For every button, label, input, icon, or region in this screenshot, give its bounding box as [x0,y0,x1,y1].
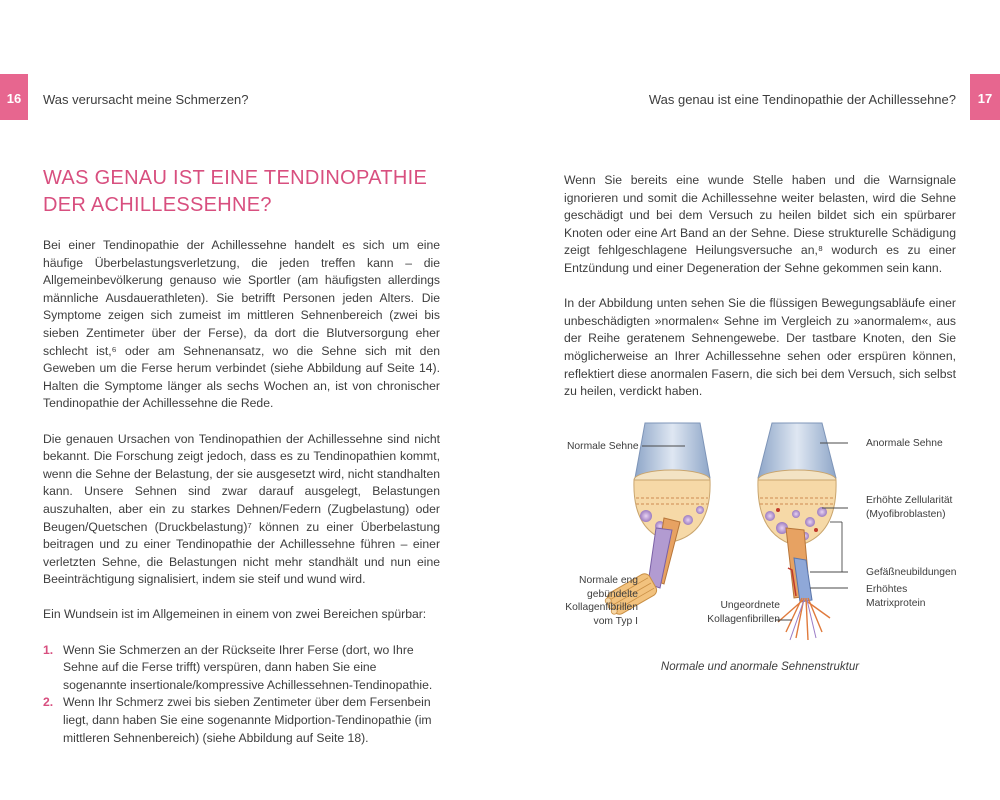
paragraph: Die genauen Ursachen von Tendinopathien der Achillessehne sind nicht bekannt. Die Forschung zeigt jedoch, dass es zu Tendinopathien kommt, wenn die Sehne der Belastung, der sie ausgesetzt wird, nicht standhalten kann. Unsere Sehnen sind zwar darauf ausgelegt, Belastungen auszuhalten, aber ein zu starkes Dehnen/Federn (Zugbelastung) oder Beugen/Quetschen (Druckbelastung)⁷ können zu einer Überbelastung beitragen und zu einer Tendinopathie der Achillessehne führen – einer verletzten Sehne, die Belastungen nicht mehr standhält und nun eine Beeinträchtigung signalisiert, indem sie steif und wund wird. [43,431,440,587]
page-number-left: 16 [6,91,22,106]
paragraph: Ein Wundsein ist im Allgemeinen in einem von zwei Bereichen spürbar: [43,607,427,622]
label-neovascularization: Gefäßneubildungen [866,567,957,578]
tendon-structure-figure [560,418,960,643]
page-number-tab-left [0,74,28,120]
list-number: 1. [43,642,54,657]
running-head-left: Was verursacht meine Schmerzen? [43,92,249,107]
figure-caption: Normale und anormale Sehnenstruktur [660,661,860,673]
list-number: 2. [43,695,54,710]
right-page-body [564,172,956,418]
list-item [43,642,440,695]
left-page-body [43,237,440,747]
chapter-title [43,165,463,219]
list-text: Wenn Sie Schmerzen an der Rückseite Ihrer Ferse (dort, wo Ihre Sehne auf die Ferse trifft) verspüren, dann haben Sie eine sogenannte insertionale/kompressive Achillessehnen-Tendinopathie. [63,642,433,692]
chapter-title-line-1: WAS GENAU IST EINE TENDINOPATHIE [43,167,428,189]
list-text: Wenn Ihr Schmerz zwei bis sieben Zentimeter über dem Fersenbein liegt, dann haben Sie eine sogenannte Midportion-Tendinopathie (im mittleren Sehnenbereich) (siehe Abbildung auf Seite 18). [63,695,432,745]
chapter-title-line-2: DER ACHILLESSEHNE? [43,194,272,216]
label-matrix-protein: Erhöhtes Matrixprotein [866,584,926,609]
label-bundled-collagen: Normale eng gebündelte Kollagenfibrillen vom Typ I [565,575,638,627]
label-increased-cellularity: Erhöhte Zellularität (Myofibroblasten) [866,495,953,520]
paragraph: In der Abbildung unten sehen Sie die flüssigen Bewegungsabläufe einer unbeschädigten »normalen« Sehne im Vergleich zu »anormalem«, aus der Reihe geratenem Sehnengewebe. Der tastbare Knoten, den Sie möglicherweise an Ihrer Achillessehne sehen oder erspüren können, reflektiert diese anormalen Fasern, die sich bei dem Versuch, sich selbst zu heilen, verdickt haben. [564,296,956,399]
page-number-right: 17 [977,91,993,106]
label-disordered-collagen: Ungeordnete Kollagenfibrillen [707,600,780,625]
paragraph: Wenn Sie bereits eine wunde Stelle haben und die Warnsignale ignorieren und somit die Achillessehne weiter belasten, wird die Sehne geschädigt und bei dem Versuch zu heilen bildet sich ein spürbarer Knoten oder eine Art Band an der Sehne. Diese strukturelle Schädigung zeigt fehlgeschlagene Heilungsversuche an,⁸ wodurch es zu einer Entzündung und einer Degeneration der Sehne gekommen sein kann. [564,173,956,275]
label-normal-tendon: Normale Sehne [567,441,639,452]
list-item [43,694,440,747]
running-head-right: Was genau ist eine Tendinopathie der Achillessehne? [648,92,956,107]
numbered-list [43,642,440,748]
page-number-tab-right [970,74,1000,120]
paragraph: Bei einer Tendinopathie der Achillessehne handelt es sich um eine häufige Überbelastungsverletzung, die jeden treffen kann – die Allgemeinbevölkerung genauso wie Sportler (am häufigsten allerdings männliche Ausdauerathleten). Sie betrifft Personen jeden Alters. Die Symptome zeigen sich zumeist im mittleren Sehnenbereich (zwei bis sieben Zentimeter über der Ferse), da dort die Blutversorgung eher schlecht ist,⁶ oder am Sehnenansatz, wo die Sehne sich mit den Geweben um die Ferse herum verbindet (siehe Abbildung auf Seite 14). Halten die Symptome länger als sechs Wochen an, ist von chronischer Tendinopathie der Achillessehne die Rede. [43,238,440,411]
label-abnormal-tendon: Anormale Sehne [866,438,943,449]
